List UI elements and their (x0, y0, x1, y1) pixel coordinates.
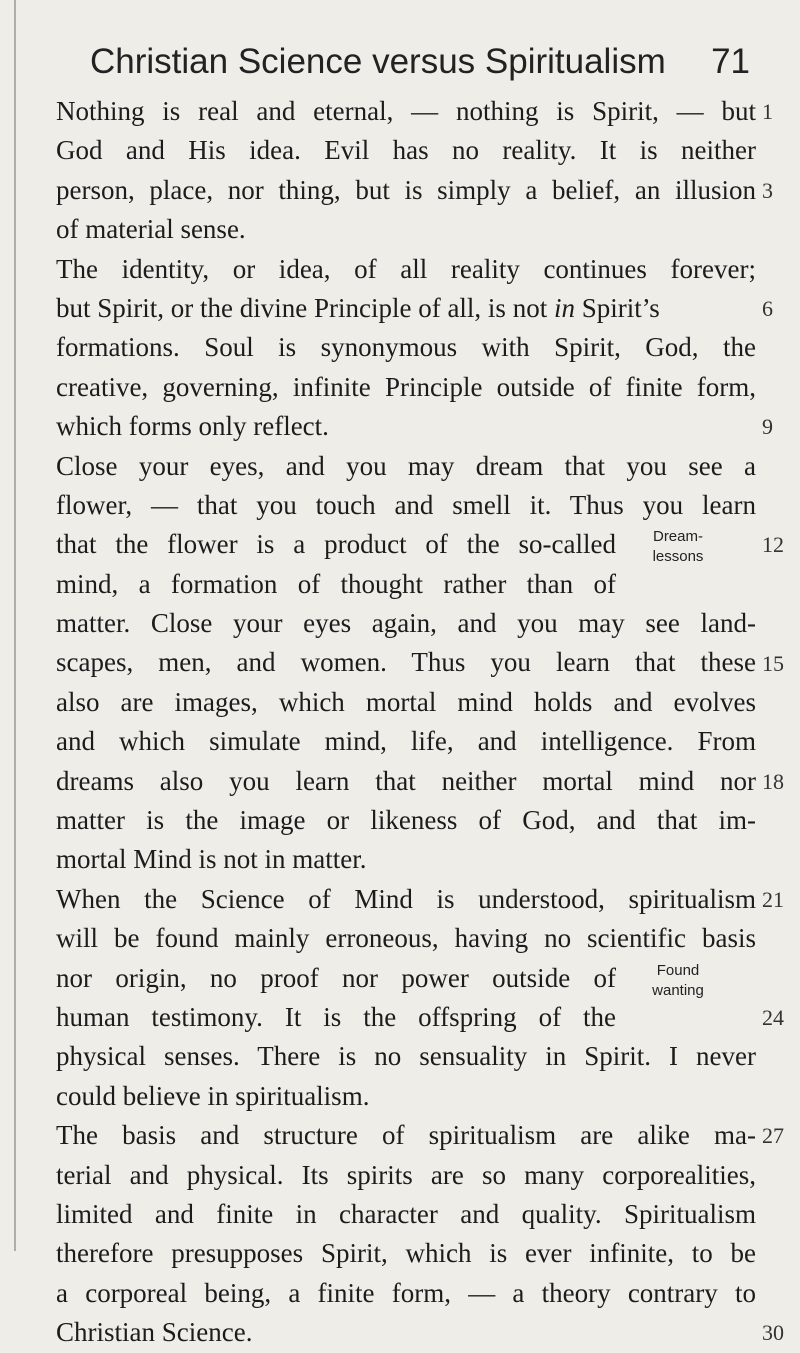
text-line: The identity, or idea, of all reality continues forever; (56, 253, 756, 284)
text-line: scapes, men, and women. Thus you learn that these (56, 647, 756, 678)
text-line: which forms only reflect. (56, 411, 329, 442)
margin-note-found-wanting (628, 961, 728, 1001)
text-line: physical senses. There is no sensuality in Spirit. I never (56, 1041, 756, 1072)
line-number: 1 (762, 99, 773, 124)
text-line: of material sense. (56, 214, 246, 245)
text-line: that the flower is a product of the so-called (56, 529, 616, 560)
line-number: 9 (762, 414, 773, 440)
page-binding-edge (14, 0, 16, 1251)
margin-note-line: wanting (652, 981, 704, 999)
text-line: Christian Science. (56, 1317, 253, 1348)
text-line: person, place, nor thing, but is simply a belief, an illusion (56, 174, 756, 205)
line-number: 24 (762, 1005, 784, 1031)
line-number: 15 (762, 650, 784, 676)
text-line: dreams also you learn that neither mortal mind nor (56, 765, 756, 796)
line-number: 6 (762, 296, 773, 321)
line-number: 30 (762, 1320, 784, 1346)
margin-note-line: Dream- (652, 528, 703, 546)
text-line: creative, governing, infinite Principle outside of finite form, (56, 371, 756, 402)
text-line: formations. Soul is synonymous with Spirit, God, the (56, 332, 756, 363)
line-number: 21 (762, 887, 784, 912)
text-line: also are images, which mortal mind holds and evolves (56, 686, 756, 717)
text-line: matter is the image or likeness of God, and that im- (56, 805, 756, 836)
running-head (90, 42, 750, 98)
text-line: God and His idea. Evil has no reality. It is neither (56, 135, 756, 166)
line-number: 12 (762, 532, 784, 558)
margin-note-line: Found (656, 961, 700, 979)
text-line: matter. Close your eyes again, and you may see land- (56, 608, 756, 639)
text-line: limited and finite in character and quality. Spiritualism (56, 1198, 756, 1229)
text-line: The basis and structure of spiritualism are alike ma- (56, 1120, 756, 1151)
line-number: 27 (762, 1123, 784, 1149)
text-line: Nothing is real and eternal, — nothing is Spirit, — but (56, 96, 756, 126)
body-text (56, 92, 756, 1353)
text-line: nor origin, no proof nor power outside of (56, 962, 616, 993)
text-line: human testimony. It is the offspring of the (56, 1001, 616, 1032)
margin-note-line: lessons (652, 548, 704, 566)
text-line: could believe in spiritualism. (56, 1080, 370, 1111)
line-number: 3 (762, 177, 773, 203)
text-line: Close your eyes, and you may dream that you see a (56, 450, 756, 481)
text-line: mortal Mind is not in matter. (56, 844, 367, 875)
text-line: terial and physical. Its spirits are so many corporealities, (56, 1159, 756, 1190)
margin-note-dream-lessons (628, 527, 728, 567)
page-title: Christian Science versus Spiritualism (90, 42, 666, 81)
text-line: a corporeal being, a finite form, — a theory contrary to (56, 1277, 756, 1308)
text-line: but Spirit, or the divine Principle of all, is not in Spirit’s (56, 292, 660, 323)
text-line: When the Science of Mind is understood, spiritualism (56, 883, 756, 914)
text-line: will be found mainly erroneous, having no scientific basis (56, 923, 756, 954)
text-line: mind, a formation of thought rather than of (56, 568, 616, 599)
line-number: 18 (762, 768, 784, 794)
text-line: therefore presupposes Spirit, which is ever infinite, to be (56, 1238, 756, 1269)
text-line: and which simulate mind, life, and intelligence. From (56, 726, 756, 757)
page-number: 71 (711, 42, 750, 81)
text-line: flower, — that you touch and smell it. Thus you learn (56, 489, 756, 520)
